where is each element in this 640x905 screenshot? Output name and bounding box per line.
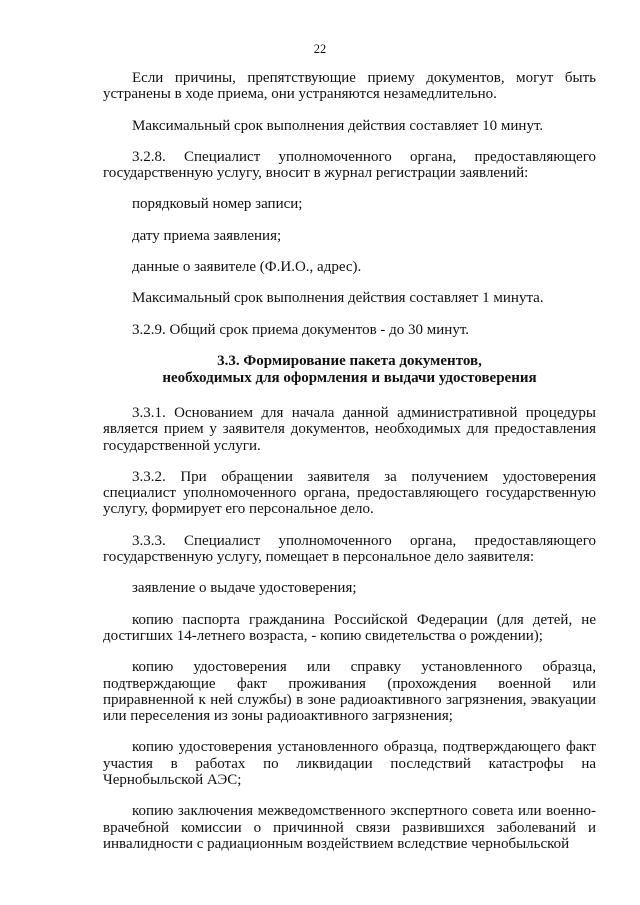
paragraph-fixable-reasons: Если причины, препятствующие приему документов, могут быть устранены в ходе приема, они устраняются незамедлительно. — [103, 70, 596, 103]
paragraph-3-3-2: 3.3.2. При обращении заявителя за получением удостоверения специалист уполномоченного органа, предоставляющего государственную услугу, формирует его персональное дело. — [103, 468, 596, 518]
paragraph-max-time-1: Максимальный срок выполнения действия составляет 1 минута. — [132, 290, 544, 307]
list-item-application: заявление о выдаче удостоверения; — [132, 580, 357, 597]
paragraph-3-2-9: 3.2.9. Общий срок приема документов - до 30 минут. — [132, 321, 470, 338]
section-heading-line-2: необходимых для оформления и выдачи удостоверения — [162, 369, 537, 386]
list-item-residence-certificate: копию удостоверения или справку установленного образца, подтверждающие факт проживания (прохождения военной или приравненной к ней службы) в зоне радиоактивного загрязнения, эвакуации или переселения из зоны радиоактивного загрязнения; — [103, 659, 596, 725]
paragraph-3-3-1: 3.3.1. Основанием для начала данной административной процедуры является прием у заявителя документов, необходимых для предоставления государственной услуги. — [103, 404, 596, 454]
list-item-record-number: порядковый номер записи; — [132, 196, 303, 213]
section-heading-3-3 — [103, 353, 596, 387]
paragraph-3-3-3: 3.3.3. Специалист уполномоченного органа, предоставляющего государственную услугу, помещает в персональное дело заявителя: — [103, 532, 596, 566]
section-heading-line-1: 3.3. Формирование пакета документов, — [217, 352, 482, 369]
page-number: 22 — [313, 42, 327, 56]
paragraph-max-time-10: Максимальный срок выполнения действия составляет 10 минут. — [132, 117, 544, 134]
list-item-passport-copy: копию паспорта гражданина Российской Федерации (для детей, не достигших 14-летнего возраста, - копию свидетельства о рождении); — [103, 611, 596, 644]
list-item-expert-conclusion: копию заключения межведомственного экспертного совета или военно-врачебной комиссии о причинной связи развившихся заболеваний и инвалидности с радиационным воздействием вследствие чернобыльской — [103, 803, 596, 852]
list-item-application-date: дату приема заявления; — [132, 227, 282, 244]
list-item-applicant-data: данные о заявителе (Ф.И.О., адрес). — [132, 259, 362, 276]
paragraph-3-2-8: 3.2.8. Специалист уполномоченного органа, предоставляющего государственную услугу, вносит в журнал регистрации заявлений: — [103, 148, 596, 182]
list-item-chernobyl-participation: копию удостоверения установленного образца, подтверждающего факт участия в работах по ликвидации последствий катастрофы на Чернобыльской АЭС; — [103, 739, 596, 789]
document-body — [103, 70, 596, 867]
